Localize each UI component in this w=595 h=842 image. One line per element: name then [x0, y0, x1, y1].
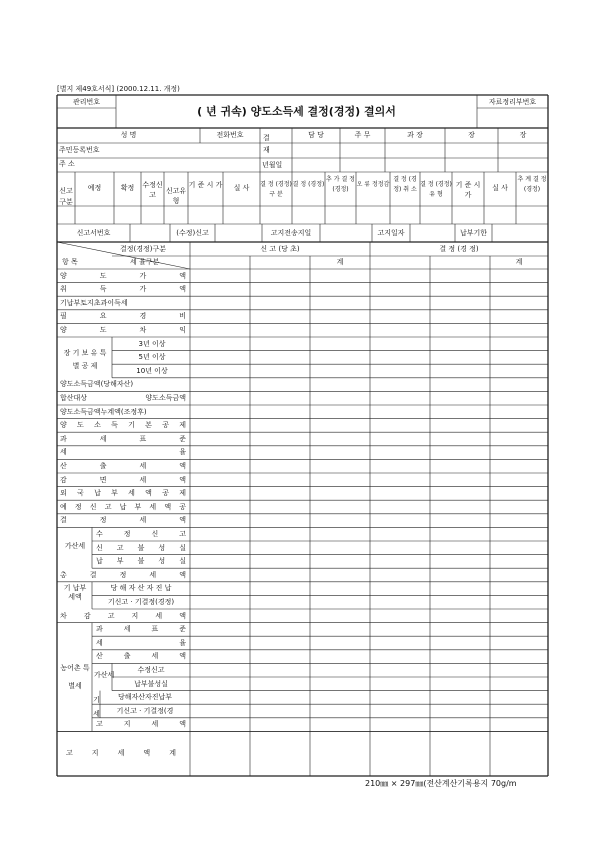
report-type-label: 신고구분 [59, 187, 73, 206]
prepaid-label: 기 납부 세액 [63, 583, 87, 601]
additional-decision-label: 추 계 결 정 (경정) [517, 176, 547, 193]
approval-role-head: 장 [519, 131, 527, 139]
row-label-1: 취 득 가 액 [60, 285, 186, 294]
row-label-2: 기납부토지초과이득세 [60, 298, 128, 307]
rural-item-2: 산 출 세 액 [96, 652, 186, 661]
row-label-10: 양도소득금액누계액(조정후) [60, 407, 147, 416]
long-term-sub-0: 3년 이상 [138, 339, 166, 348]
decision-category-label: 결정(경정)구분 [120, 245, 167, 253]
rural-item-0: 과 세 표 준 [96, 625, 186, 634]
report-total-header: 계 [336, 258, 344, 266]
name-label: 성 명 [120, 131, 137, 139]
management-no-label: 관리번호 [72, 98, 101, 106]
rural-prepaid-sub-1: 기신고 · 기결정(경 [116, 706, 174, 715]
item-label: 항 목 [62, 258, 78, 266]
decision-type-label: 결 정 (경정) 구 분 [260, 181, 292, 198]
penalty-sub-0: 수 정 신 고 [96, 529, 186, 538]
long-term-sub-2: 10년 이상 [136, 366, 168, 375]
row-label-13: 세 율 [60, 448, 186, 457]
amended-label: 수정신고 [142, 181, 163, 199]
penalty-sub-2: 납 부 불 성 실 [96, 557, 186, 566]
phone-label: 전화번호 [216, 131, 244, 139]
row-label-17: 예 정 신 고 납 부 세 액 공 [60, 502, 186, 511]
paper-spec-footer: 210㎜ × 297㎜(전산계산기록용지 70g/m [365, 779, 517, 788]
reg-no-label: 주민등록번호 [59, 146, 100, 154]
base-date2-label: 기 준 시 가 [455, 181, 481, 199]
row-label-9: 합산대상 양도소득금액 [60, 393, 186, 402]
notice-date-label: 고지일자 [377, 229, 405, 237]
rural-prepaid-label: 기 세 [93, 695, 100, 718]
rural-notice: 고 지 세 액 [96, 720, 186, 729]
form-number: [별지 제49호서식] (2000.12.11. 개정) [57, 85, 180, 93]
row-label-0: 양 도 가 액 [60, 271, 186, 280]
date-label: 년월일 [262, 161, 283, 169]
row-label-3: 필 요 경 비 [60, 312, 186, 321]
data-org-no-label: 자료정리부번호 [488, 98, 537, 106]
approval-role-staff: 담 당 [308, 131, 324, 139]
notice-send-date-label: 고지전송지일 [270, 229, 312, 237]
rural-label: 농어촌 특별세 [60, 663, 90, 690]
approval-role-director: 장 [468, 131, 475, 139]
tax-category-label: 세 율구분 [130, 258, 160, 266]
actual-label: 실 사 [233, 184, 250, 192]
approval-role-chief: 주 무 [354, 131, 371, 139]
rural-item-1: 세 율 [96, 638, 186, 647]
amended-report-label: (수정)신고 [176, 229, 209, 237]
report-no-label: 신고서번호 [76, 229, 111, 237]
row-label-11: 양 도 소 득 기 본 공 제 [60, 421, 186, 430]
rural-penalty-sub-0: 수정신고 [137, 665, 165, 674]
row-label-4: 양 도 차 익 [60, 325, 186, 334]
long-term-label: 장 기 보 유 특 별 공 제 [63, 349, 107, 370]
error-correction-label: 오 류 정정감 [356, 181, 390, 188]
additional-label: 추 가 결 정 (경정) [326, 176, 355, 193]
approval-role-section-head: 과 장 [407, 131, 423, 139]
row-label-14: 산 출 세 액 [60, 461, 186, 470]
decision-section-header: 결 정 (경 정) [439, 245, 479, 253]
address-label: 주 소 [59, 160, 75, 168]
row-label-25: 차 감 고 지 세 액 [60, 611, 186, 620]
prepaid-sub-1: 기신고 · 기결정(경정) [107, 597, 175, 606]
row-label-18: 결 정 세 액 [60, 516, 186, 525]
report-type2-label: 신고유형 [165, 187, 187, 205]
decision-total-header: 계 [515, 258, 523, 266]
row-label-8: 양도소득금액(당해자산) [60, 380, 134, 389]
rural-penalty-label: 가산세 [94, 671, 115, 680]
prepaid-sub-0: 당 해 자 산 자 진 납 [110, 584, 172, 593]
row-label-22: 총 결 정 세 액 [60, 570, 186, 579]
decision-label: 결 정 (경정) [292, 181, 325, 188]
row-label-16: 외 국 납 부 세 액 공 제 [60, 489, 186, 498]
scheduled-label: 예정 [87, 184, 102, 192]
grand-total-label: 고 지 세 액 계 [66, 748, 176, 757]
report-initial-header: 신 고 (당 초) [260, 245, 300, 253]
row-label-15: 감 면 세 액 [60, 475, 186, 484]
page-title: ( 년 귀속) 양도소득세 결정(경정) 결의서 [197, 105, 396, 118]
decision-cancel-label: 결 정 (경정) 취 소 [393, 176, 417, 193]
approval-label: 결재 [263, 134, 270, 154]
rural-penalty-sub-1: 납부불성실 [134, 679, 168, 688]
decision-type2-label: 결 정 (경정) 유 형 [420, 181, 452, 198]
penalty-sub-1: 신 고 불 성 실 [96, 543, 186, 552]
penalty-label: 가산세 [64, 542, 86, 551]
rural-prepaid-sub-0: 당해자산자진납부 [117, 693, 173, 702]
actual2-label: 실 사 [492, 184, 508, 192]
row-label-12: 과 세 표 준 [60, 434, 186, 443]
confirmed-label: 확정 [120, 184, 135, 192]
due-date-label: 납부기한 [459, 229, 488, 237]
long-term-sub-1: 5년 이상 [138, 353, 166, 362]
base-date-label: 기 준 시 가 [188, 181, 223, 189]
